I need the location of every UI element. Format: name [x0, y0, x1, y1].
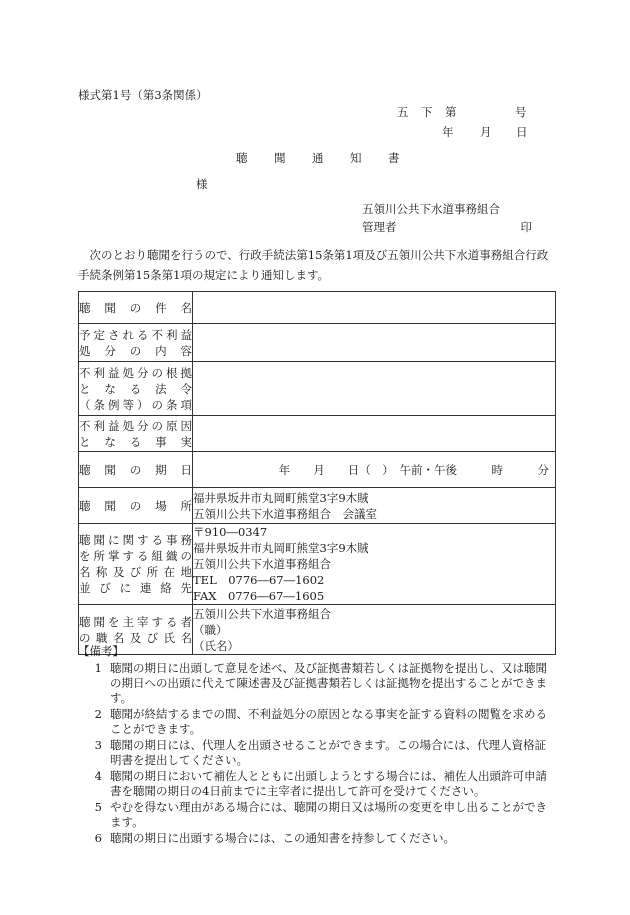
notes-heading: 【備考】	[78, 644, 124, 658]
label-char: 不	[79, 418, 91, 433]
row-value	[193, 416, 556, 452]
label-char: 及	[129, 630, 142, 645]
label-char: の	[129, 462, 142, 477]
note-text: 聴聞の期日に出頭して意見を述べ、及び証拠書類若しくは証拠物を提出し、又は聴聞の期日への出頭に代えて陳述書及び証拠書類若しくは証拠物を提出することができます。	[110, 661, 547, 705]
row-label-line	[79, 300, 192, 316]
table-row	[79, 362, 556, 416]
row-label-line	[79, 580, 192, 596]
row-label-line	[79, 343, 192, 359]
note-number: 4	[94, 769, 102, 783]
label-char: と	[79, 381, 91, 396]
row-value-line: TEL 0776―67―1602	[193, 573, 325, 587]
label-char: 氏	[163, 630, 176, 645]
label-char: に	[108, 533, 120, 547]
row-label	[79, 292, 193, 324]
label-char: の	[129, 343, 142, 358]
note-text: 聴聞が終結するまでの間、不利益処分の原因となる事実を証する資料の閲覧を求めることができます。	[110, 707, 547, 736]
note-text: やむを得ない理由がある場合には、聴聞の期日又は場所の変更を申し出ることができます。	[110, 800, 547, 829]
label-char: 実	[180, 434, 192, 449]
label-char: 利	[93, 365, 105, 380]
label-char: 場	[155, 498, 167, 513]
label-char: の	[79, 630, 91, 645]
note-item	[78, 661, 556, 706]
seal-mark: 印	[520, 220, 532, 234]
label-char: 不	[151, 327, 163, 342]
label-char: 称	[95, 565, 108, 579]
label-char: す	[122, 549, 134, 563]
label-char: 在	[163, 565, 176, 579]
row-value-line: （氏名）	[193, 638, 239, 653]
label-char: 益	[108, 365, 120, 380]
label-char: 所	[180, 498, 192, 513]
row-label-line	[79, 365, 192, 381]
row-label-line	[79, 498, 192, 514]
label-char: 所	[93, 549, 105, 563]
label-char: ）	[137, 397, 149, 412]
label-char: 益	[108, 418, 120, 433]
label-char: 聞	[104, 462, 116, 477]
label-char: 定	[93, 327, 105, 342]
label-char: 等	[122, 397, 134, 412]
row-value-line: 五領川公共下水道事務組合	[193, 557, 331, 571]
form-number: 様式第1号（第3条関係）	[78, 88, 208, 102]
note-item	[78, 707, 556, 737]
label-char: す	[137, 533, 149, 547]
label-char: 並	[79, 581, 91, 595]
label-char: 分	[137, 365, 149, 380]
row-value-line: 福井県坂井市丸岡町熊堂3字9木賊	[193, 541, 369, 555]
label-char: 事	[166, 533, 178, 547]
label-char: る	[129, 434, 142, 449]
row-value	[193, 452, 556, 488]
row-label-line	[79, 548, 192, 564]
title-char: 知	[350, 151, 362, 165]
note-item	[78, 831, 556, 846]
row-label	[79, 324, 193, 362]
label-char: 利	[166, 327, 178, 342]
label-char: の	[151, 397, 163, 412]
label-char: 原	[166, 418, 178, 433]
label-char: な	[104, 434, 116, 449]
date-day: 日	[516, 125, 528, 139]
table-row	[79, 324, 556, 362]
notes-list	[78, 661, 556, 847]
label-char: 期	[155, 462, 167, 477]
label-char: （	[79, 397, 91, 412]
note-item	[78, 769, 556, 799]
label-char: 内	[155, 343, 167, 358]
issuer-role: 管理者	[362, 220, 397, 234]
label-char: 所	[146, 565, 159, 579]
label-char: 分	[137, 418, 149, 433]
row-value-line: 福井県坂井市丸岡町熊堂3字9木賊	[193, 490, 369, 505]
title-char: 聴	[236, 151, 248, 165]
date-month: 月	[480, 125, 492, 139]
row-value-line: FAX 0776―67―1605	[193, 589, 325, 603]
label-char: 事	[155, 434, 167, 449]
title-char: 通	[312, 151, 324, 165]
label-char: び	[129, 565, 142, 579]
document-title	[236, 150, 426, 166]
row-label-line	[79, 462, 192, 478]
note-item	[78, 738, 556, 768]
label-char: 予	[79, 327, 91, 342]
label-char: 織	[166, 549, 178, 563]
label-char: 名	[180, 630, 192, 645]
label-char: 項	[180, 397, 192, 412]
label-char: 先	[180, 581, 192, 595]
note-text: 聴聞の期日には、代理人を出頭させることができます。この場合には、代理人資格証明書を提出してください。	[110, 738, 547, 767]
label-char: 地	[180, 565, 192, 579]
row-value-line: 五領川公共下水道事務組合	[193, 606, 331, 621]
label-char: 聴	[79, 533, 91, 547]
row-label-line	[79, 418, 192, 434]
note-number: 5	[94, 800, 102, 814]
row-value-line: 〒910―0347	[193, 525, 268, 539]
label-char: 名	[180, 300, 192, 315]
label-char: に	[119, 581, 132, 595]
label-char: 処	[79, 343, 91, 358]
row-label-line	[79, 397, 192, 413]
row-value	[193, 292, 556, 324]
label-char: 利	[93, 418, 105, 433]
label-char: 名	[79, 565, 91, 579]
label-char: 分	[104, 343, 116, 358]
row-label-line	[79, 564, 192, 580]
doc-number-prefix-2: 下	[421, 105, 433, 119]
note-item	[78, 800, 556, 830]
hearing-details-table	[78, 291, 556, 655]
label-char: 根	[166, 365, 178, 380]
label-char: 聴	[79, 300, 91, 315]
row-label	[79, 416, 193, 452]
table-row	[79, 416, 556, 452]
label-char: 聞	[104, 498, 116, 513]
row-label-line	[79, 614, 192, 630]
label-char: 日	[180, 462, 192, 477]
label-char: の	[151, 365, 163, 380]
note-number: 2	[94, 707, 102, 721]
label-char: 益	[180, 327, 192, 342]
label-char: と	[79, 434, 91, 449]
addressee: 様	[196, 177, 208, 191]
row-value	[193, 605, 556, 655]
label-char: 連	[139, 581, 152, 595]
label-char: る	[166, 614, 178, 629]
label-char: 処	[122, 418, 134, 433]
label-char: 処	[122, 365, 134, 380]
table-row	[79, 605, 556, 655]
row-value-line: 五領川公共下水道事務組合 会議室	[193, 506, 377, 521]
note-text: 聴聞の期日に出頭する場合には、この通知書を持参してください。	[110, 831, 455, 845]
label-char: れ	[122, 327, 134, 342]
note-number: 1	[94, 661, 102, 675]
label-char: 者	[180, 614, 192, 629]
label-char: 聴	[79, 614, 91, 629]
row-label-line	[79, 434, 192, 450]
label-char: 名	[112, 630, 125, 645]
label-char: 聴	[79, 498, 91, 513]
doc-number-suffix: 号	[515, 105, 527, 119]
label-char: び	[99, 581, 111, 595]
issuer-organization: 五領川公共下水道事務組合	[362, 202, 500, 216]
label-char: 条	[93, 397, 105, 412]
intro-paragraph: 次のとおり聴聞を行うので、行政手続法第15条第1項及び五領川公共下水道事務組合行政手続条例第15条第1項の規定により通知します。	[78, 248, 549, 282]
title-char: 書	[388, 151, 400, 165]
row-value	[193, 524, 556, 605]
label-char: 不	[79, 365, 91, 380]
date-year: 年	[442, 125, 454, 139]
doc-number-prefix-1: 五	[397, 105, 409, 119]
row-label-line	[79, 532, 192, 548]
label-char: 聞	[93, 533, 105, 547]
label-char: 因	[180, 418, 192, 433]
title-char: 聞	[274, 151, 286, 165]
label-char: 令	[180, 381, 192, 396]
row-value	[193, 362, 556, 416]
row-value-line: 年 月 日（ ） 午前・午後 時 分	[278, 462, 549, 477]
row-value-line: （職）	[193, 622, 228, 637]
label-char: 宰	[137, 614, 149, 629]
label-char: 容	[180, 343, 192, 358]
row-value	[193, 324, 556, 362]
label-char: の	[129, 498, 142, 513]
note-number: 6	[94, 831, 102, 845]
label-char: を	[79, 549, 91, 563]
label-char: 職	[95, 630, 108, 645]
label-char: び	[146, 630, 159, 645]
label-char: る	[137, 327, 149, 342]
issuer-role-line	[362, 219, 532, 235]
row-value	[193, 488, 556, 524]
row-label	[79, 452, 193, 488]
label-char: 例	[108, 397, 120, 412]
label-char: 件	[155, 300, 167, 315]
row-label	[79, 488, 193, 524]
label-char: さ	[108, 327, 120, 342]
label-char: の	[180, 549, 192, 563]
row-label-line	[79, 381, 192, 397]
label-char: 関	[122, 533, 134, 547]
label-char: 及	[112, 565, 125, 579]
table-row	[79, 488, 556, 524]
label-char: る	[137, 549, 149, 563]
label-char: を	[108, 614, 120, 629]
label-char: 絡	[160, 581, 172, 595]
label-char: 条	[166, 397, 178, 412]
row-label	[79, 524, 193, 605]
label-char: の	[151, 418, 163, 433]
label-char: 聴	[79, 462, 91, 477]
label-char: る	[129, 381, 142, 396]
table-row	[79, 524, 556, 605]
label-char: 聞	[93, 614, 105, 629]
label-char: の	[129, 300, 142, 315]
doc-number-prefix-3: 第	[445, 105, 457, 119]
label-char: 法	[155, 381, 167, 396]
label-char: 掌	[108, 549, 120, 563]
label-char: 組	[151, 549, 163, 563]
label-char: な	[104, 381, 116, 396]
label-char: 拠	[180, 365, 192, 380]
label-char: 務	[180, 533, 192, 547]
note-text: 聴聞の期日において補佐人とともに出頭しようとする場合には、補佐人出頭許可申請書を聴聞の期日の4日前までに主宰者に提出して許可を受けてください。	[110, 769, 547, 798]
row-label-line	[79, 327, 192, 343]
table-row	[79, 452, 556, 488]
table-row	[79, 292, 556, 324]
label-char: す	[151, 614, 163, 629]
note-number: 3	[94, 738, 102, 752]
label-char: 主	[122, 614, 134, 629]
row-label	[79, 362, 193, 416]
label-char: る	[151, 533, 163, 547]
label-char: 聞	[104, 300, 116, 315]
